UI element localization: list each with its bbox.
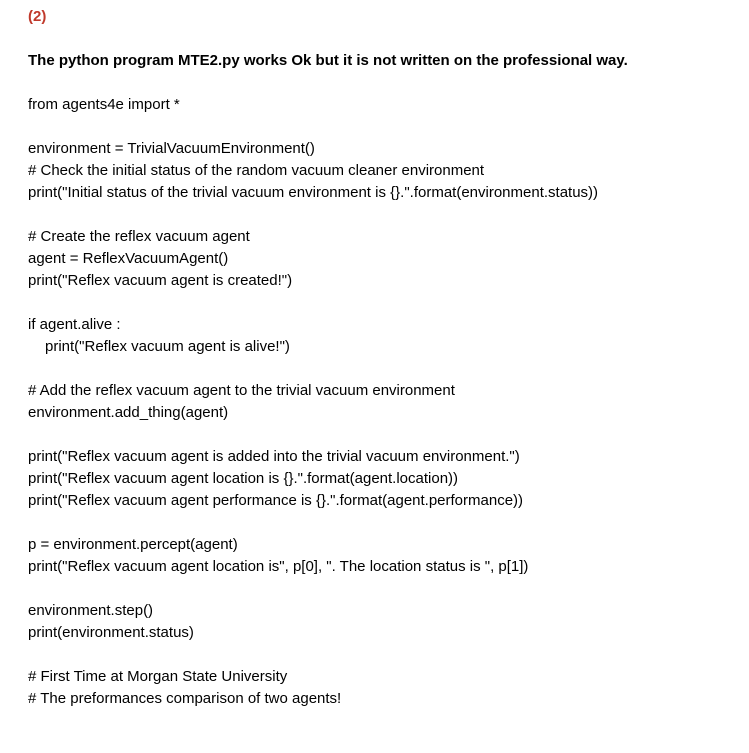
code-line-indented: print("Reflex vacuum agent is alive!") [45,338,290,355]
code-block [28,94,738,710]
code-comment: # Check the initial status of the random vacuum cleaner environment [28,162,485,179]
code-line: print(environment.status) [28,624,194,641]
code-comment: # Add the reflex vacuum agent to the trivial vacuum environment [28,382,455,399]
intro-text: The python program MTE2.py works Ok but it is not written on the professional way. [28,52,628,69]
blank-line [28,578,738,600]
code-line: environment.add_thing(agent) [28,404,229,421]
blank-line [28,512,738,534]
document [28,6,738,710]
code-comment: # First Time at Morgan State University [28,668,288,685]
code-line: print("Initial status of the trivial vacuum environment is {}.".format(environment.status)) [28,184,599,201]
code-line: print("Reflex vacuum agent location is", p[0], ". The location status is ", p[1]) [28,558,529,575]
blank-line [28,116,738,138]
code-line: print("Reflex vacuum agent location is {}.".format(agent.location)) [28,470,459,487]
code-line: environment = TrivialVacuumEnvironment() [28,140,315,157]
code-line: print("Reflex vacuum agent is created!") [28,272,293,289]
blank-line [28,358,738,380]
code-line: p = environment.percept(agent) [28,536,238,553]
blank-line [28,644,738,666]
code-line: print("Reflex vacuum agent performance is {}.".format(agent.performance)) [28,492,524,509]
question-number: (2) [28,8,47,25]
code-comment: # Create the reflex vacuum agent [28,228,250,245]
blank-line [28,424,738,446]
code-line: environment.step() [28,602,154,619]
blank-line [28,292,738,314]
code-line: if agent.alive : [28,316,121,333]
code-line: agent = ReflexVacuumAgent() [28,250,229,267]
code-comment: # The preformances comparison of two agents! [28,690,342,707]
code-line: from agents4e import * [28,96,180,113]
blank-line [28,204,738,226]
code-line: print("Reflex vacuum agent is added into the trivial vacuum environment.") [28,448,520,465]
